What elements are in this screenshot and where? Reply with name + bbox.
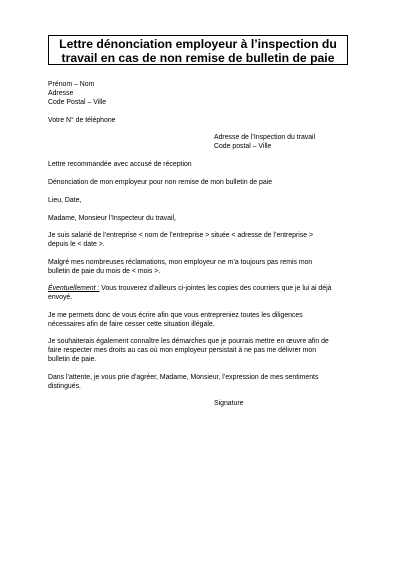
sender-city: Code Postal – Ville (48, 99, 107, 106)
para2-line-1: Malgré mes nombreuses réclamations, mon employeur ne m’a toujours pas remis mon (48, 259, 313, 266)
para4-line-1: Je me permets donc de vous écrire afin que vous entrepreniez toutes les diligences (48, 312, 303, 319)
para5-line-2: faire respecter mes droits au cas où mon employeur persistait à ne pas me délivrer mon (48, 347, 317, 354)
recipient-line-2: Code postal – Ville (214, 143, 272, 150)
para5-line-3: bulletin de paie. (48, 356, 97, 363)
title-line-1: Lettre dénonciation employeur à l’inspection du (59, 37, 337, 51)
recipient-line-1: Adresse de l’Inspection du travail (214, 134, 316, 141)
para3-lead: Éventuellement : (48, 285, 100, 292)
sender-phone: Votre N° de téléphone (48, 117, 116, 124)
para6-line-1: Dans l’attente, je vous prie d’agréer, Madame, Monsieur, l’expression de mes sentiments (48, 374, 319, 381)
para5-line-1: Je souhaiterais également connaître les démarches que je pourrais mettre en œuvre afin de (48, 338, 329, 345)
delivery-mode: Lettre recommandée avec accusé de réception (48, 161, 192, 168)
para3-text: Vous trouverez d’ailleurs ci-jointes les copies des courriers que je lui ai déjà (99, 285, 332, 292)
para2-line-2: bulletin de paie du mois de < mois >. (48, 268, 161, 275)
para1-line-2: depuis le < date >. (48, 241, 105, 248)
salutation: Madame, Monsieur l’Inspecteur du travail, (48, 215, 176, 222)
title-line-2: travail en cas de non remise de bulletin de paie (61, 51, 335, 65)
place-date: Lieu, Date, (48, 197, 82, 204)
para4-line-2: nécessaires afin de faire cesser cette situation illégale. (48, 321, 215, 328)
sender-name: Prénom – Nom (48, 81, 95, 88)
letter-object: Dénonciation de mon employeur pour non remise de mon bulletin de paie (48, 179, 273, 186)
letter-title-box (48, 35, 348, 65)
para3-line-1 (48, 284, 331, 293)
para3-line-2: envoyé. (48, 294, 73, 301)
sender-address: Adresse (48, 90, 74, 97)
para1-line-1: Je suis salarié de l’entreprise < nom de l’entreprise > située < adresse de l’entreprise > (48, 232, 314, 239)
para6-line-2: distingués. (48, 383, 81, 390)
signature-label: Signature (214, 400, 244, 407)
